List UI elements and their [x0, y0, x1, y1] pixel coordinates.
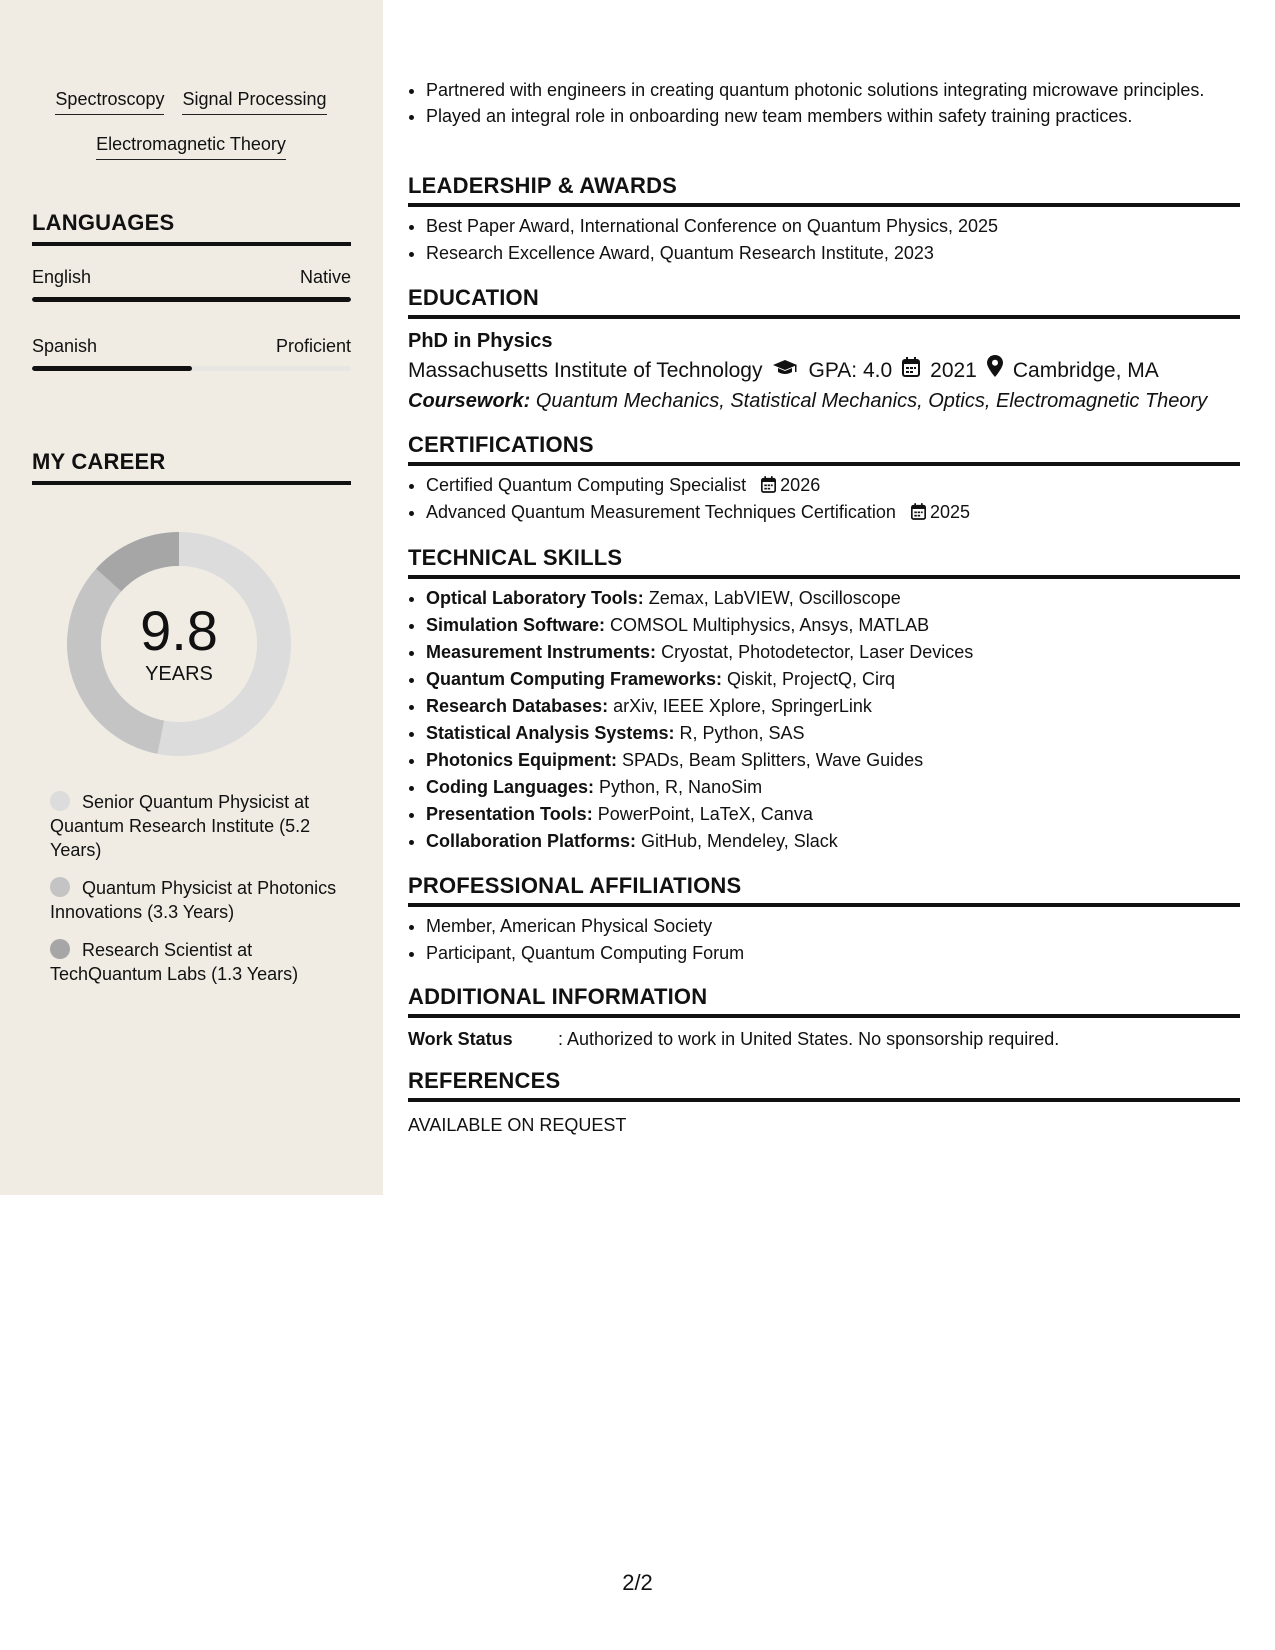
certification-name: Certified Quantum Computing Specialist [426, 475, 747, 495]
technical-skill-item [426, 639, 1240, 666]
certification-year: 2025 [929, 502, 970, 522]
skill-tag: Spectroscopy [55, 84, 164, 115]
career-legend-item [50, 938, 340, 986]
languages-heading: LANGUAGES [32, 210, 351, 246]
education-section [408, 285, 1240, 416]
education-year: 2021 [930, 358, 977, 382]
career-donut [66, 531, 292, 757]
technical-skills-list [408, 585, 1240, 855]
technical-skill-item [426, 612, 1240, 639]
education-coursework [408, 386, 1240, 416]
legend-dot [50, 877, 70, 897]
certifications-section [408, 432, 1240, 526]
work-status-value: : Authorized to work in United States. No sponsorship required. [558, 1029, 1060, 1049]
technical-skill-label: Collaboration Platforms: [426, 831, 637, 851]
calendar-icon [761, 472, 776, 499]
technical-skill-value: arXiv, IEEE Xplore, SpringerLink [613, 696, 872, 716]
career-legend [50, 790, 340, 1000]
technical-skill-value: R, Python, SAS [679, 723, 805, 743]
certification-year: 2026 [780, 475, 821, 495]
references-heading: REFERENCES [408, 1068, 1240, 1102]
award-item: • Research Excellence Award, Quantum Research Institute, 2023 [426, 240, 1240, 267]
technical-skill-item [426, 774, 1240, 801]
skill-tags [32, 84, 350, 160]
certifications-heading: CERTIFICATIONS [408, 432, 1240, 466]
language-bar [32, 297, 351, 302]
technical-skill-label: Statistical Analysis Systems: [426, 723, 675, 743]
work-status-row [408, 1026, 1240, 1052]
affiliation-item: • Member, American Physical Society [426, 913, 1240, 940]
technical-skill-value: PowerPoint, LaTeX, Canva [597, 804, 813, 824]
education-gpa: GPA: 4.0 [808, 358, 893, 382]
calendar-icon [911, 499, 926, 526]
references-text: AVAILABLE ON REQUEST [408, 1115, 627, 1135]
additional-info-section [408, 984, 1240, 1052]
education-location: Cambridge, MA [1012, 358, 1159, 382]
technical-skill-item [426, 747, 1240, 774]
career-legend-label: Senior Quantum Physicist at Quantum Research Institute (5.2 Years) [50, 792, 311, 860]
language-level: Proficient [275, 336, 351, 356]
experience-bullet: • Partnered with engineers in creating quantum photonic solutions integrating microwave principles. [426, 78, 1240, 103]
technical-skill-value: GitHub, Mendeley, Slack [641, 831, 838, 851]
award-item: • Best Paper Award, International Conference on Quantum Physics, 2025 [426, 213, 1240, 240]
technical-skill-value: COMSOL Multiphysics, Ansys, MATLAB [610, 615, 930, 635]
coursework-value: Quantum Mechanics, Statistical Mechanics, Optics, Electromagnetic Theory [535, 390, 1208, 412]
career-heading: MY CAREER [32, 449, 351, 485]
technical-skills-heading: TECHNICAL SKILLS [408, 545, 1240, 579]
page-number: 2/2 [622, 1570, 653, 1595]
language-bar [32, 366, 351, 371]
calendar-icon [902, 356, 920, 386]
awards-heading: LEADERSHIP & AWARDS [408, 173, 1240, 207]
language-name: Spanish [32, 336, 98, 356]
technical-skill-value: Zemax, LabVIEW, Oscilloscope [648, 588, 901, 608]
technical-skill-value: SPADs, Beam Splitters, Wave Guides [622, 750, 924, 770]
career-legend-label: Research Scientist at TechQuantum Labs (1.3 Years) [50, 940, 299, 984]
education-school: Massachusetts Institute of Technology [408, 358, 763, 382]
technical-skill-label: Measurement Instruments: [426, 642, 657, 662]
technical-skill-value: Qiskit, ProjectQ, Cirq [727, 669, 896, 689]
technical-skill-item [426, 666, 1240, 693]
technical-skill-label: Research Databases: [426, 696, 609, 716]
legend-dot [50, 939, 70, 959]
awards-section [408, 173, 1240, 267]
graduation-cap-icon [772, 356, 798, 386]
technical-skill-value: Cryostat, Photodetector, Laser Devices [661, 642, 974, 662]
career-total-value: 9.8 [140, 599, 218, 662]
skill-tag: Signal Processing [182, 84, 326, 115]
career-total-unit: YEARS [145, 663, 213, 685]
technical-skill-label: Quantum Computing Frameworks: [426, 669, 723, 689]
technical-skill-label: Simulation Software: [426, 615, 606, 635]
education-heading: EDUCATION [408, 285, 1240, 319]
technical-skill-value: Python, R, NanoSim [599, 777, 763, 797]
certification-item [426, 499, 1240, 526]
experience-continued [408, 78, 1240, 129]
technical-skill-item [426, 720, 1240, 747]
references-section [408, 1068, 1240, 1138]
coursework-label: Coursework: [408, 390, 531, 412]
career-legend-label: Quantum Physicist at Photonics Innovations (3.3 Years) [50, 878, 337, 922]
language-bar-fill [32, 366, 192, 371]
affiliations-section [408, 873, 1240, 967]
technical-skill-item [426, 801, 1240, 828]
language-row [32, 334, 351, 371]
technical-skill-label: Coding Languages: [426, 777, 594, 797]
location-pin-icon [987, 355, 1003, 386]
language-level: Native [299, 267, 351, 287]
education-degree: PhD in Physics [408, 330, 553, 352]
technical-skill-label: Presentation Tools: [426, 804, 593, 824]
affiliations-heading: PROFESSIONAL AFFILIATIONS [408, 873, 1240, 907]
career-legend-item [50, 876, 340, 924]
technical-skill-label: Optical Laboratory Tools: [426, 588, 644, 608]
career-legend-item [50, 790, 340, 862]
technical-skills-section [408, 545, 1240, 855]
technical-skill-item [426, 828, 1240, 855]
sidebar [0, 0, 383, 1195]
language-bar-fill [32, 297, 351, 302]
certification-name: Advanced Quantum Measurement Techniques Certification [426, 502, 896, 522]
language-row [32, 265, 351, 302]
certification-item [426, 472, 1240, 499]
work-status-label: Work Status [408, 1029, 513, 1049]
legend-dot [50, 791, 70, 811]
additional-info-heading: ADDITIONAL INFORMATION [408, 984, 1240, 1018]
skill-tag: Electromagnetic Theory [96, 129, 286, 160]
technical-skill-label: Photonics Equipment: [426, 750, 617, 770]
experience-bullet: • Played an integral role in onboarding new team members within safety training practices. [426, 104, 1240, 129]
technical-skill-item [426, 585, 1240, 612]
language-name: English [32, 267, 92, 287]
technical-skill-item [426, 693, 1240, 720]
affiliation-item: • Participant, Quantum Computing Forum [426, 940, 1240, 967]
